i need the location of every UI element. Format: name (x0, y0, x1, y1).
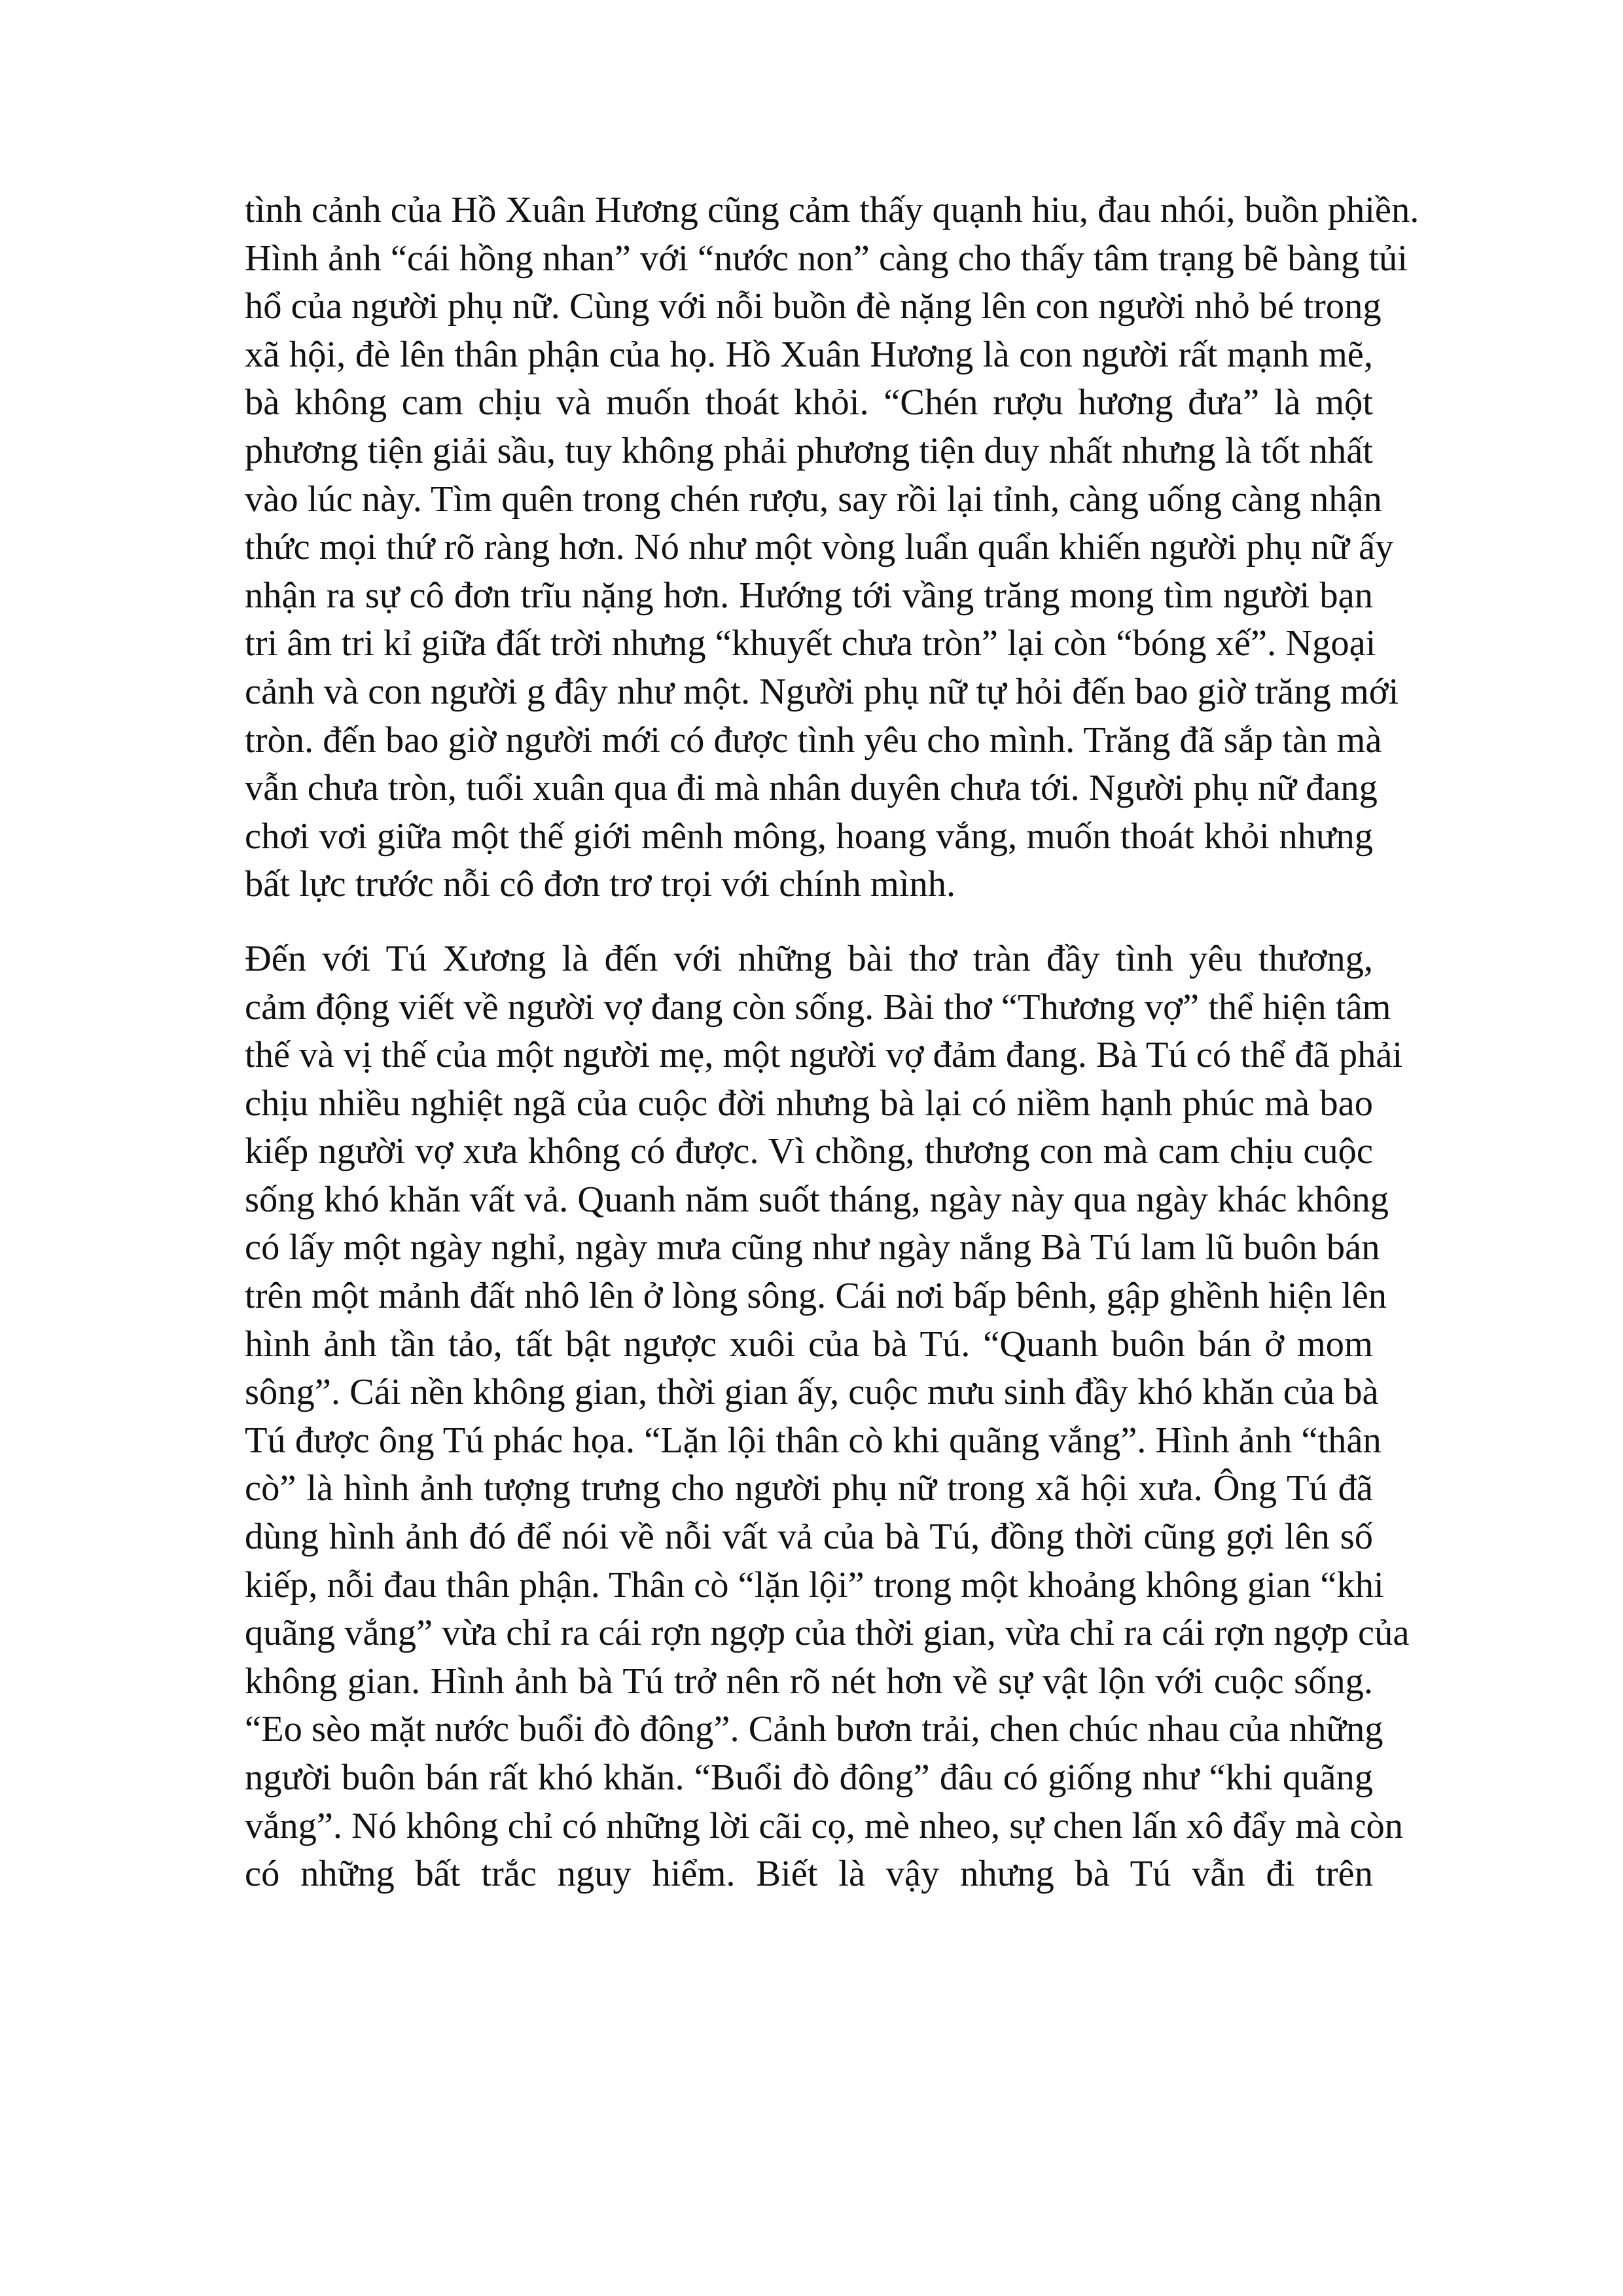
paragraph-tu-xuong (245, 935, 1410, 1899)
text-line: thức mọi thứ rõ ràng hơn. Nó như một vòng luẩn quẩn khiến người phụ nữ ấy (245, 527, 1394, 568)
text-line: vắng”. Nó không chỉ có những lời cãi cọ, mè nheo, sự chen lấn xô đẩy mà còn (245, 1805, 1403, 1846)
text-line: “Eo sèo mặt nước buổi đò đông”. Cảnh bươn trải, chen chúc nhau của những (245, 1709, 1383, 1750)
text-line: cảnh và con người g đây như một. Người phụ nữ tự hỏi đến bao giờ trăng mới (245, 671, 1399, 712)
text-line: quãng vắng” vừa chỉ ra cái rợn ngợp của thời gian, vừa chỉ ra cái rợn ngợp của (245, 1613, 1410, 1654)
paragraph-ho-xuan-huong (245, 187, 1419, 909)
text-line: cò” là hình ảnh tượng trưng cho người phụ nữ trong xã hội xưa. Ông Tú đã (245, 1468, 1373, 1509)
text-line: bất lực trước nỗi cô đơn trơ trọi với chính mình. (245, 864, 956, 905)
document-page (245, 187, 1419, 1899)
text-line: tròn. đến bao giờ người mới có được tình yêu cho mình. Trăng đã sắp tàn mà (245, 719, 1382, 761)
text-line: có lấy một ngày nghỉ, ngày mưa cũng như ngày nắng Bà Tú lam lũ buôn bán (245, 1227, 1380, 1268)
text-line: vẫn chưa tròn, tuổi xuân qua đi mà nhân duyên chưa tới. Người phụ nữ đang (245, 768, 1378, 809)
text-line: sông”. Cái nền không gian, thời gian ấy, cuộc mưu sinh đầy khó khăn của bà (245, 1372, 1379, 1413)
text-line: chơi vơi giữa một thế giới mênh mông, hoang vắng, muốn thoát khỏi nhưng (245, 816, 1373, 857)
text-line: vào lúc này. Tìm quên trong chén rượu, say rồi lại tỉnh, càng uống càng nhận (245, 478, 1382, 520)
text-line: sống khó khăn vất vả. Quanh năm suốt tháng, ngày này qua ngày khác không (245, 1179, 1389, 1220)
text-line: xã hội, đè lên thân phận của họ. Hồ Xuân Hương là con người rất mạnh mẽ, (245, 334, 1373, 375)
text-line: phương tiện giải sầu, tuy không phải phương tiện duy nhất nhưng là tốt nhất (245, 430, 1373, 471)
text-line: Tú được ông Tú phác họa. “Lặn lội thân cò khi quãng vắng”. Hình ảnh “thân (245, 1420, 1382, 1461)
text-line: dùng hình ảnh đó để nói về nỗi vất vả của bà Tú, đồng thời cũng gợi lên số (245, 1516, 1373, 1558)
text-line: bà không cam chịu và muốn thoát khỏi. “Chén rượu hương đưa” là một (245, 382, 1373, 423)
text-line: thế và vị thế của một người mẹ, một người vợ đảm đang. Bà Tú có thể đã phải (245, 1035, 1403, 1076)
text-line: chịu nhiều nghiệt ngã của cuộc đời nhưng bà lại có niềm hạnh phúc mà bao (245, 1083, 1373, 1124)
text-line: trên một mảnh đất nhô lên ở lòng sông. Cái nơi bấp bênh, gập ghềnh hiện lên (245, 1276, 1387, 1317)
text-line: hổ của người phụ nữ. Cùng với nỗi buồn đè nặng lên con người nhỏ bé trong (245, 286, 1382, 327)
text-line: tình cảnh của Hồ Xuân Hương cũng cảm thấy quạnh hiu, đau nhói, buồn phiền. (245, 190, 1419, 230)
text-line: kiếp, nỗi đau thân phận. Thân cò “lặn lội” trong một khoảng không gian “khi (245, 1564, 1384, 1605)
text-line: nhận ra sự cô đơn trĩu nặng hơn. Hướng tới vầng trăng mong tìm người bạn (245, 575, 1373, 616)
text-line: cảm động viết về người vợ đang còn sống. Bài thơ “Thương vợ” thể hiện tâm (245, 986, 1391, 1028)
text-line: hình ảnh tần tảo, tất bật ngược xuôi của bà Tú. “Quanh buôn bán ở mom (245, 1323, 1373, 1365)
text-line: Hình ảnh “cái hồng nhan” với “nước non” càng cho thấy tâm trạng bẽ bàng tủi (245, 238, 1408, 279)
text-line: không gian. Hình ảnh bà Tú trở nên rõ nét hơn về sự vật lộn với cuộc sống. (245, 1660, 1373, 1702)
text-line: người buôn bán rất khó khăn. “Buổi đò đông” đâu có giống như “khi quãng (245, 1757, 1373, 1798)
text-line: kiếp người vợ xưa không có được. Vì chồng, thương con mà cam chịu cuộc (245, 1131, 1373, 1172)
text-line: Đến với Tú Xương là đến với những bài thơ tràn đầy tình yêu thương, (245, 938, 1373, 979)
text-line: có những bất trắc nguy hiểm. Biết là vậy nhưng bà Tú vẫn đi trên (245, 1854, 1373, 1895)
text-line: tri âm tri kỉ giữa đất trời nhưng “khuyết chưa tròn” lại còn “bóng xế”. Ngoại (245, 623, 1376, 664)
